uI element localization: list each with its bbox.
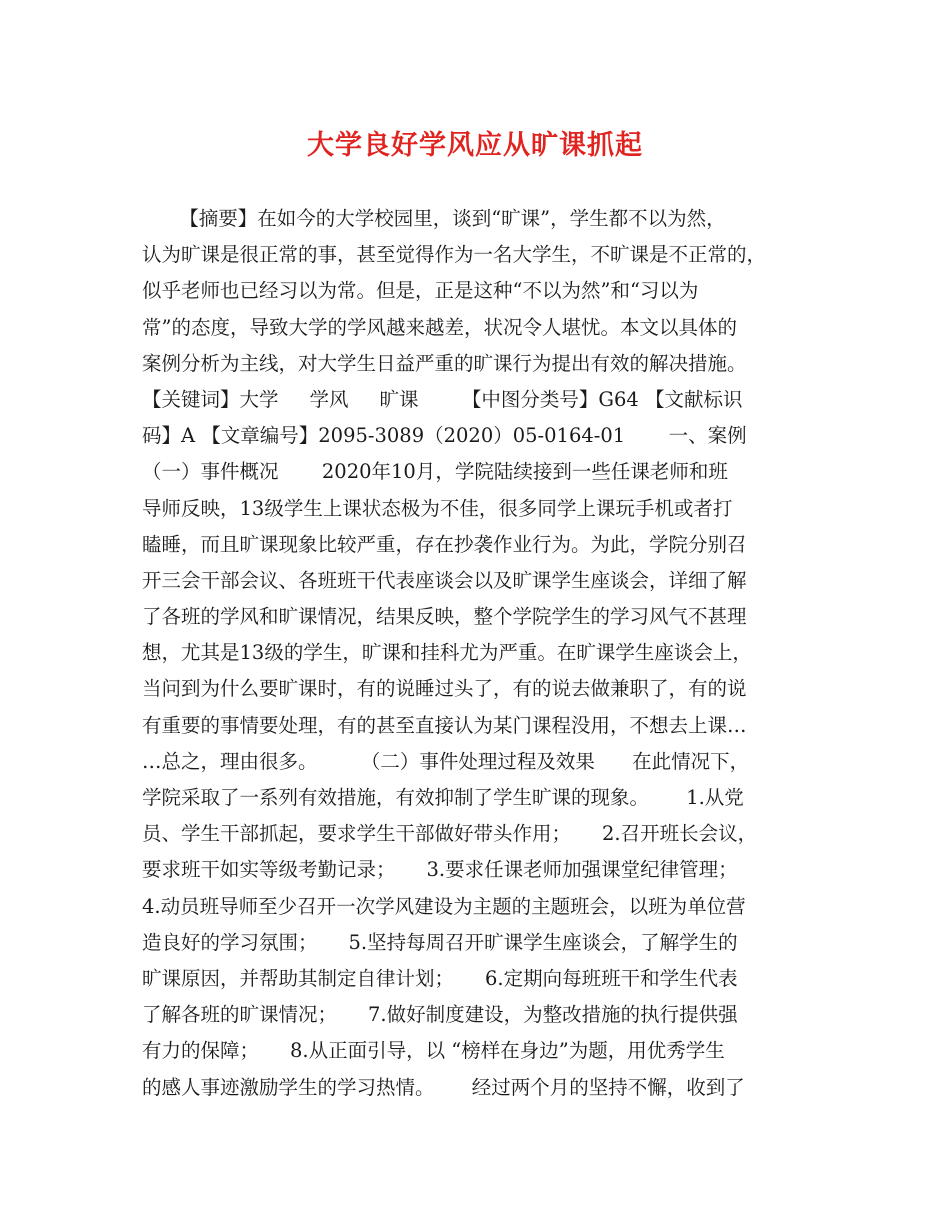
body-line: 码】A 【文章编号】2095-3089（2020）05-0164-01 一、案例 bbox=[142, 424, 747, 448]
body-line: 学院采取了一系列有效措施，有效抑制了学生旷课的现象。 1.从党 bbox=[142, 786, 744, 809]
body-line: 的感人事迹激励学生的学习热情。 经过两个月的坚持不懈，收到了 bbox=[142, 1075, 745, 1099]
body-line: 【关键词】大学 学风 旷课 【中图分类号】G64 【文献标识 bbox=[142, 387, 743, 411]
body-line: 认为旷课是很正常的事，甚至觉得作为一名大学生，不旷课是不正常的， bbox=[142, 243, 767, 267]
body-line: 【摘要】在如今的大学校园里，谈到“旷课”，学生都不以为然， bbox=[142, 207, 726, 230]
body-line: 瞌睡，而且旷课现象比较严重，存在抄袭作业行为。为此，学院分别召 bbox=[142, 532, 747, 556]
body-line: 4.动员班导师至少召开一次学风建设为主题的主题班会，以班为单位营 bbox=[142, 894, 746, 918]
body-line: 了各班的学风和旷课情况，结果反映，整个学院学生的学习风气不甚理 bbox=[142, 605, 747, 629]
body-line: …总之，理由很多。 （二）事件处理过程及效果 在此情况下， bbox=[142, 749, 750, 773]
document-body bbox=[142, 201, 832, 1106]
body-line: 想，尤其是13级的学生，旷课和挂科尤为严重。在旷课学生座谈会上， bbox=[142, 641, 752, 665]
body-line: 要求班干如实等级考勤记录； 3.要求任课老师加强课堂纪律管理； bbox=[142, 858, 738, 882]
body-line: 常”的态度，导致大学的学风越来越差，状况令人堪忧。本文以具体的 bbox=[142, 315, 737, 339]
body-line: （一）事件概况 2020年10月，学院陆续接到一些任课老师和班 bbox=[142, 460, 728, 484]
body-line: 当问到为什么要旷课时，有的说睡过头了，有的说去做兼职了，有的说 bbox=[142, 677, 747, 701]
body-line: 似乎老师也已经习以为常。但是，正是这种“不以为然”和“习以为 bbox=[142, 279, 699, 303]
body-line: 有力的保障； 8.从正面引导，以 “榜样在身边”为题，用优秀学生 bbox=[142, 1039, 725, 1063]
body-line: 导师反映，13级学生上课状态极为不佳，很多同学上课玩手机或者打 bbox=[142, 496, 733, 520]
body-line: 旷课原因，并帮助其制定自律计划； 6.定期向每班班干和学生代表 bbox=[142, 966, 738, 990]
body-line: 员、学生干部抓起，要求学生干部做好带头作用； 2.召开班长会议， bbox=[142, 822, 758, 846]
body-line: 造良好的学习氛围； 5.坚持每周召开旷课学生座谈会，了解学生的 bbox=[142, 930, 738, 954]
body-line: 了解各班的旷课情况； 7.做好制度建设，为整改措施的执行提供强 bbox=[142, 1003, 738, 1027]
document-title: 大学良好学风应从旷课抓起 bbox=[307, 130, 643, 161]
body-line: 有重要的事情要处理，有的甚至直接认为某门课程没用，不想去上课… bbox=[142, 713, 747, 737]
body-line: 开三会干部会议、各班班干代表座谈会以及旷课学生座谈会，详细了解 bbox=[142, 568, 747, 592]
body-line: 案例分析为主线，对大学生日益严重的旷课行为提出有效的解决措施。 bbox=[142, 351, 747, 375]
